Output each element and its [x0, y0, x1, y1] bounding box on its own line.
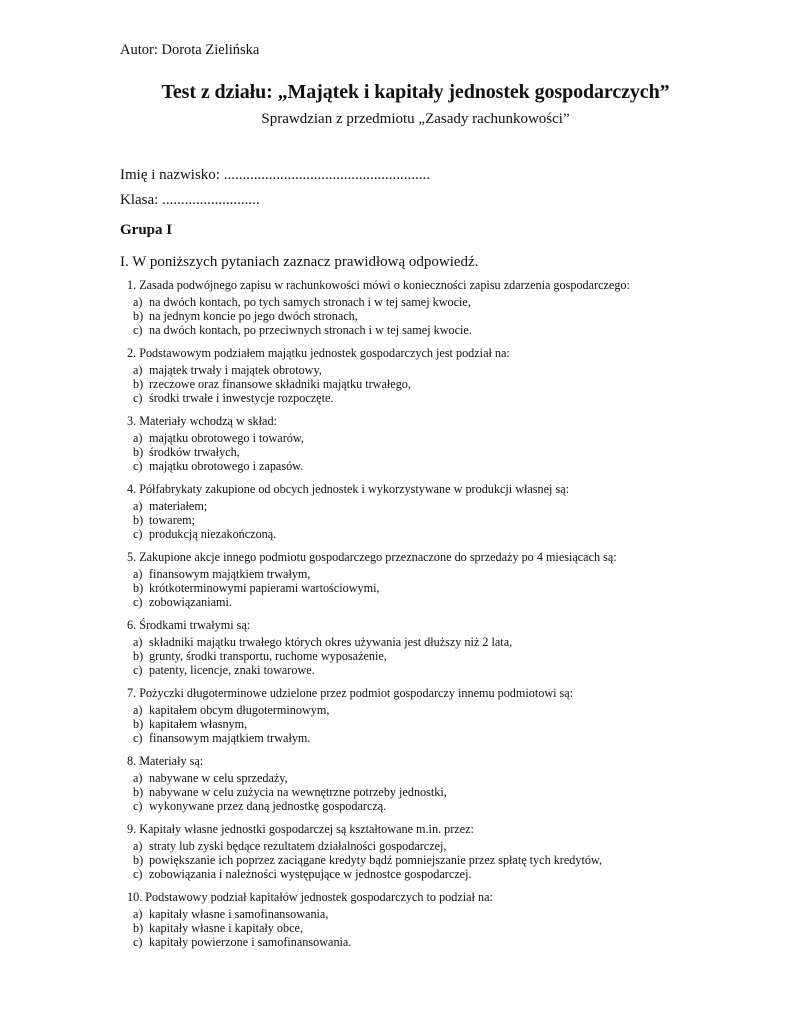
- option-text: kapitałem własnym,: [149, 717, 248, 731]
- answer-option: [133, 853, 767, 867]
- option-text: środków trwałych,: [149, 445, 240, 459]
- option-letter: b): [133, 717, 144, 731]
- option-letter: b): [133, 445, 144, 459]
- class-field: Klasa: ..........................: [120, 192, 260, 208]
- author-line: Autor: Dorota Zielińska: [120, 42, 260, 58]
- option-text: towarem;: [149, 513, 196, 527]
- answer-option: [133, 581, 767, 595]
- question-9: [127, 822, 767, 881]
- answer-option: [133, 771, 767, 785]
- answer-option: [133, 935, 767, 949]
- question-text: 5. Zakupione akcje innego podmiotu gospodarczego przeznaczone do sprzedaży po 4 miesiącach są:: [127, 550, 617, 564]
- answer-option: [133, 377, 767, 391]
- answer-option: [133, 785, 767, 799]
- option-letter: c): [133, 459, 143, 473]
- answer-option: [133, 635, 767, 649]
- option-letter: a): [133, 703, 143, 717]
- answer-option: [133, 445, 767, 459]
- question-8: [127, 754, 767, 813]
- question-10: [127, 890, 767, 949]
- answer-option: [133, 513, 767, 527]
- option-letter: a): [133, 839, 143, 853]
- answer-option: [133, 731, 767, 745]
- question-text: 9. Kapitały własne jednostki gospodarczej są kształtowane m.in. przez:: [127, 822, 474, 836]
- option-text: kapitałem obcym długoterminowym,: [149, 703, 330, 717]
- option-letter: a): [133, 295, 143, 309]
- option-letter: c): [133, 595, 143, 609]
- answer-option: [133, 499, 767, 513]
- question-text: 1. Zasada podwójnego zapisu w rachunkowości mówi o konieczności zapisu zdarzenia gospodarczego:: [127, 278, 630, 292]
- option-letter: c): [133, 323, 143, 337]
- option-text: grunty, środki transportu, ruchome wyposażenie,: [149, 649, 387, 663]
- option-letter: c): [133, 731, 143, 745]
- option-letter: b): [133, 513, 144, 527]
- answer-option: [133, 431, 767, 445]
- option-letter: a): [133, 771, 143, 785]
- answer-options: [133, 703, 767, 745]
- answer-option: [133, 323, 767, 337]
- answer-option: [133, 595, 767, 609]
- option-letter: b): [133, 377, 144, 391]
- option-letter: c): [133, 527, 143, 541]
- answer-option: [133, 295, 767, 309]
- answer-option: [133, 799, 767, 813]
- answer-options: [133, 635, 767, 677]
- option-text: na jednym koncie po jego dwóch stronach,: [149, 309, 358, 323]
- answer-options: [133, 363, 767, 405]
- question-1: [127, 278, 767, 337]
- option-letter: c): [133, 867, 143, 881]
- question-6: [127, 618, 767, 677]
- question-3: [127, 414, 767, 473]
- option-letter: b): [133, 309, 144, 323]
- option-text: majątek trwały i majątek obrotowy,: [149, 363, 322, 377]
- answer-option: [133, 717, 767, 731]
- option-text: krótkoterminowymi papierami wartościowymi,: [149, 581, 380, 595]
- option-text: środki trwałe i inwestycje rozpoczęte.: [149, 391, 334, 405]
- option-text: kapitały własne i samofinansowania,: [149, 907, 329, 921]
- option-letter: b): [133, 853, 144, 867]
- option-text: rzeczowe oraz finansowe składniki majątku trwałego,: [149, 377, 411, 391]
- option-text: kapitały własne i kapitały obce,: [149, 921, 303, 935]
- option-letter: b): [133, 581, 144, 595]
- option-text: materiałem;: [149, 499, 208, 513]
- name-field: Imię i nazwisko: .......................................................: [120, 167, 430, 183]
- option-text: nabywane w celu sprzedaży,: [149, 771, 288, 785]
- answer-options: [133, 295, 767, 337]
- answer-options: [133, 567, 767, 609]
- answer-option: [133, 921, 767, 935]
- answer-option: [133, 867, 767, 881]
- option-text: kapitały powierzone i samofinansowania.: [149, 935, 352, 949]
- group-heading: Grupa I: [120, 222, 173, 238]
- question-4: [127, 482, 767, 541]
- document-title: Test z działu: „Majątek i kapitały jednostek gospodarczych”: [161, 81, 670, 103]
- option-text: zobowiązania i należności występujące w jednostce gospodarczej.: [149, 867, 472, 881]
- option-text: majątku obrotowego i zapasów.: [149, 459, 304, 473]
- option-letter: c): [133, 935, 143, 949]
- option-letter: b): [133, 785, 144, 799]
- question-text: 4. Półfabrykaty zakupione od obcych jednostek i wykorzystywane w produkcji własnej są:: [127, 482, 570, 496]
- question-text: 3. Materiały wchodzą w skład:: [127, 414, 277, 428]
- question-text: 6. Środkami trwałymi są:: [127, 618, 251, 632]
- answer-option: [133, 309, 767, 323]
- answer-option: [133, 703, 767, 717]
- option-letter: c): [133, 391, 143, 405]
- option-letter: a): [133, 499, 143, 513]
- option-text: majątku obrotowego i towarów,: [149, 431, 304, 445]
- option-letter: a): [133, 431, 143, 445]
- question-7: [127, 686, 767, 745]
- answer-option: [133, 839, 767, 853]
- option-text: straty lub zyski będące rezultatem działalności gospodarczej,: [149, 839, 447, 853]
- answer-option: [133, 907, 767, 921]
- option-text: składniki majątku trwałego których okres używania jest dłuższy niż 2 lata,: [149, 635, 513, 649]
- answer-option: [133, 663, 767, 677]
- question-text: 10. Podstawowy podział kapitałów jednostek gospodarczych to podział na:: [127, 890, 493, 904]
- answer-options: [133, 839, 767, 881]
- option-letter: a): [133, 907, 143, 921]
- question-text: 7. Pożyczki długoterminowe udzielone przez podmiot gospodarczy innemu podmiotowi są:: [127, 686, 574, 700]
- option-text: nabywane w celu zużycia na wewnętrzne potrzeby jednostki,: [149, 785, 447, 799]
- option-text: zobowiązaniami.: [149, 595, 232, 609]
- option-text: na dwóch kontach, po tych samych stronach i w tej samej kwocie,: [149, 295, 471, 309]
- answer-option: [133, 567, 767, 581]
- question-list: [127, 278, 767, 958]
- option-letter: a): [133, 567, 143, 581]
- option-text: na dwóch kontach, po przeciwnych stronach i w tej samej kwocie.: [149, 323, 472, 337]
- option-text: wykonywane przez daną jednostkę gospodarczą.: [149, 799, 387, 813]
- option-letter: c): [133, 799, 143, 813]
- option-letter: c): [133, 663, 143, 677]
- document-subtitle: Sprawdzian z przedmiotu „Zasady rachunkowości”: [261, 111, 570, 127]
- question-text: 8. Materiały są:: [127, 754, 204, 768]
- answer-options: [133, 907, 767, 949]
- option-letter: a): [133, 363, 143, 377]
- question-2: [127, 346, 767, 405]
- section-heading: I. W poniższych pytaniach zaznacz prawidłową odpowiedź.: [120, 254, 479, 270]
- answer-option: [133, 649, 767, 663]
- option-letter: a): [133, 635, 143, 649]
- answer-options: [133, 499, 767, 541]
- answer-options: [133, 771, 767, 813]
- question-5: [127, 550, 767, 609]
- question-text: 2. Podstawowym podziałem majątku jednostek gospodarczych jest podział na:: [127, 346, 510, 360]
- answer-option: [133, 527, 767, 541]
- option-text: powiększanie ich poprzez zaciągane kredyty bądź pomniejszanie przez spłatę tych kredytów,: [149, 853, 602, 867]
- option-text: produkcją niezakończoną.: [149, 527, 277, 541]
- option-text: patenty, licencje, znaki towarowe.: [149, 663, 315, 677]
- answer-options: [133, 431, 767, 473]
- answer-option: [133, 459, 767, 473]
- option-letter: b): [133, 649, 144, 663]
- answer-option: [133, 363, 767, 377]
- answer-option: [133, 391, 767, 405]
- option-letter: b): [133, 921, 144, 935]
- option-text: finansowym majątkiem trwałym,: [149, 567, 311, 581]
- option-text: finansowym majątkiem trwałym.: [149, 731, 311, 745]
